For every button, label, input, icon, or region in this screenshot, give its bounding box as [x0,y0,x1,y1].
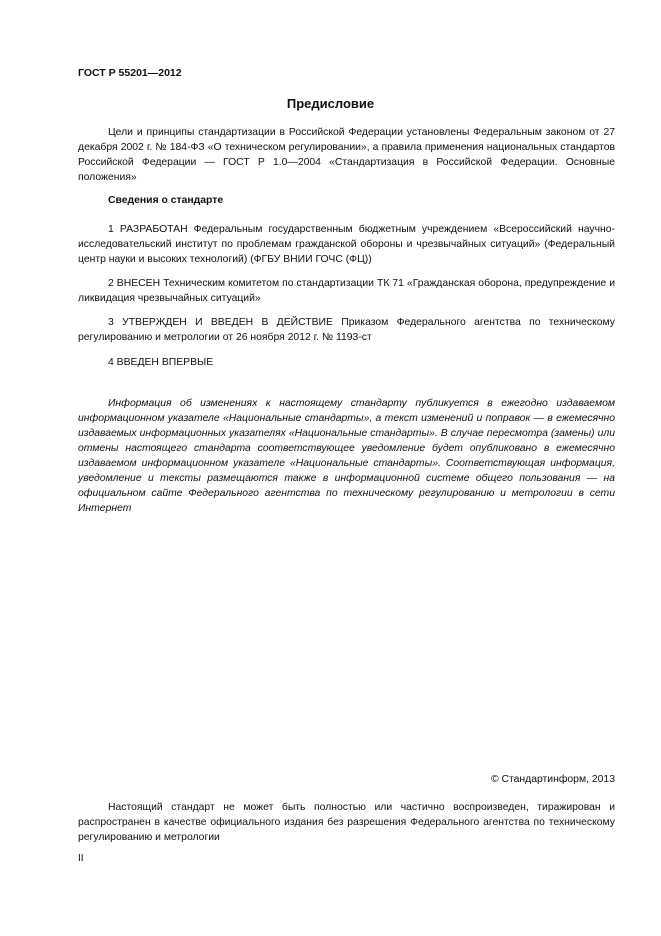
list-item: 4 ВВЕДЕН ВПЕРВЫЕ [108,357,214,368]
page-title: Предисловие [286,96,375,111]
section-heading: Сведения о стандарте [108,195,224,206]
document-id: ГОСТ Р 55201—2012 [78,67,182,79]
intro-paragraph: Цели и принципы стандартизации в Российской Федерации установлены Федеральным законом от 27 декабря 2002 г. № 184-ФЗ «О техническом регулировании», а правила применения национальных стандартов Российской Федерации — ГОСТ Р 1.0—2004 «Стандартизация в Российской Федерации. Основные положения» [78,127,615,183]
list-item: 2 ВНЕСЕН Техническим комитетом по стандартизации ТК 71 «Гражданская оборона, предупреждение и ликвидация чрезвычайных ситуаций» [78,278,615,304]
list-item: 1 РАЗРАБОТАН Федеральным государственным бюджетным учреждением «Всероссийский научно-исследовательский институт по проблемам гражданской обороны и чрезвычайных ситуаций» (Федеральный центр науки и высоких технологий) (ФГБУ ВНИИ ГОЧС (ФЦ)) [78,224,615,265]
copyright: © Стандартинформ, 2013 [490,774,615,785]
reproduction-notice: Настоящий стандарт не может быть полностью или частично воспроизведен, тиражирован и распространен в качестве официального издания без разрешения Федерального агентства по техническому регулированию и метрологии [78,802,615,843]
page-number: II [78,853,84,864]
info-notice: Информация об изменениях к настоящему стандарту публикуется в ежегодно издаваемом информационном указателе «Национальные стандарты», а текст изменений и поправок — в ежемесячно издаваемых информационных указателях «Национальные стандарты». В случае пересмотра (замены) или отмены настоящего стандарта соответствующее уведомление будет опубликовано в ежемесячно издаваемом информационном указателе «Национальные стандарты». Соответствующая информация, уведомление и тексты размещаются также в информационной системе общего пользования — на официальном сайте Федерального агентства по техническому регулированию и метрологии в сети Интернет [78,398,615,514]
list-item: 3 УТВЕРЖДЕН И ВВЕДЕН В ДЕЙСТВИЕ Приказом Федерального агентства по техническому регулированию и метрологии от 26 ноября 2012 г. № 1193-ст [78,317,615,343]
